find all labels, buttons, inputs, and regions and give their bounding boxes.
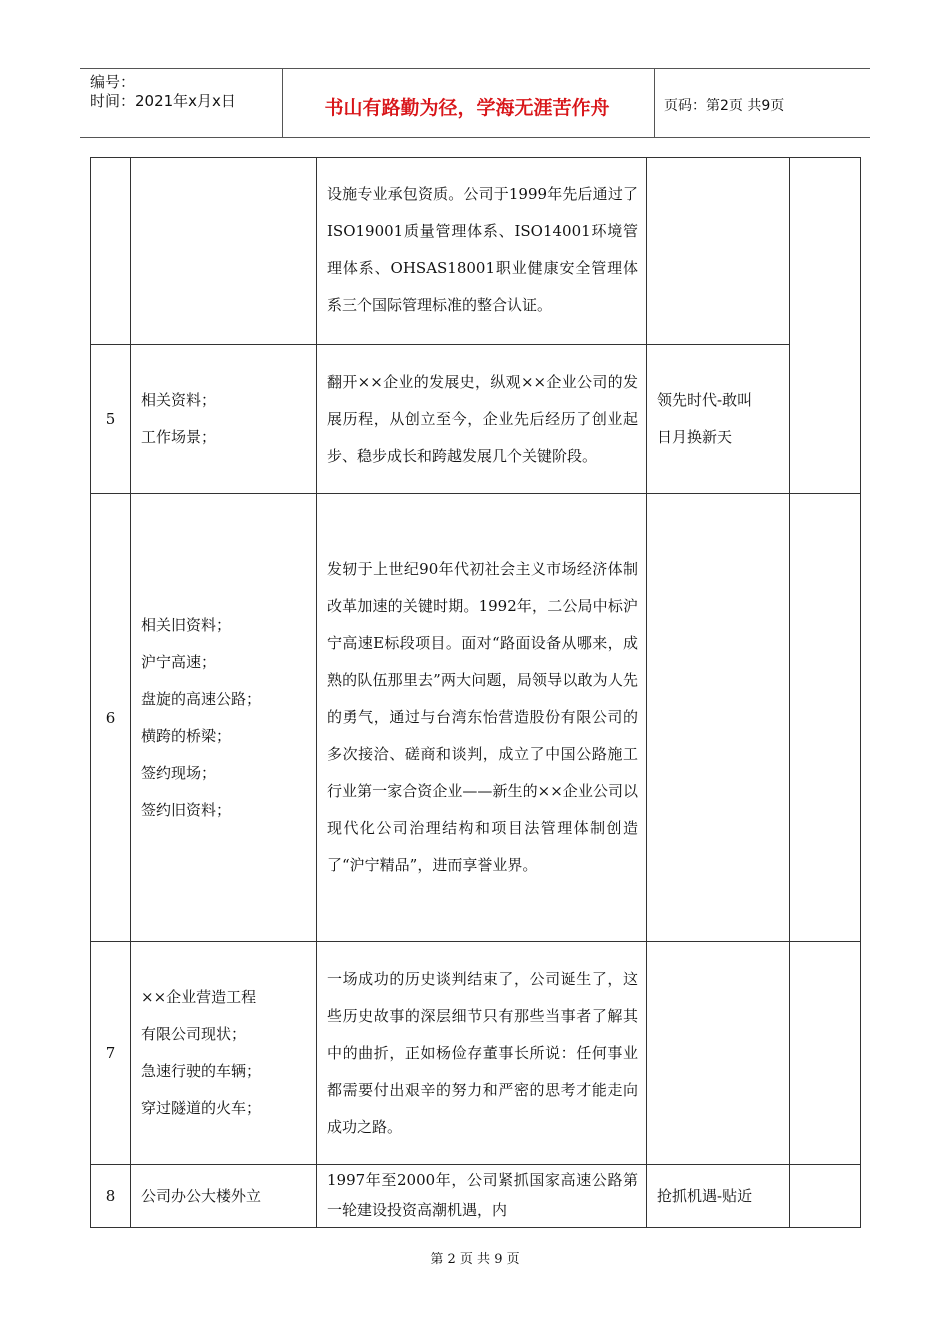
material-item: 盘旋的高速公路； (141, 689, 262, 708)
row-number (91, 158, 131, 345)
row-materials (131, 158, 317, 345)
row-materials (131, 494, 317, 942)
row-caption (647, 494, 790, 942)
row-narration (317, 1165, 647, 1228)
row-extra (790, 1165, 861, 1228)
material-item: 签约旧资料； (141, 800, 232, 819)
header-page-info: 页码：第2页 共9页 (664, 98, 785, 114)
narration-text: 翻开××企业的发展史，纵观××企业公司的发展历程，从创立至今，企业先后经历了创业起步、稳步成长和跨越发展几个关键阶段。 (327, 372, 638, 465)
material-item: 有限公司现状； (141, 1025, 247, 1043)
row-narration (317, 494, 647, 942)
row-caption (647, 345, 790, 494)
row-number: 5 (91, 345, 131, 494)
row-extra (790, 942, 861, 1165)
caption-line: 日月换新天 (657, 428, 733, 446)
row-materials (131, 942, 317, 1165)
table-row (91, 942, 861, 1165)
doc-number-label: 编号： (90, 73, 136, 91)
row-narration (317, 158, 647, 345)
material-item: 穿过隧道的火车； (141, 1099, 262, 1117)
material-item: 急速行驶的车辆； (141, 1062, 262, 1080)
table-row (91, 345, 861, 494)
doc-time-label: 时间：2021年x月x日 (90, 92, 236, 110)
caption-line: 领先时代-敢叫 (657, 391, 753, 409)
page-footer: 第 2 页 共 9 页 (430, 1252, 520, 1267)
material-item: 签约现场； (141, 763, 217, 782)
row-materials (131, 345, 317, 494)
material-item: ××企业营造工程 (141, 988, 257, 1006)
narration-text: 一场成功的历史谈判结束了，公司诞生了，这些历史故事的深层细节只有那些当事者了解其中的曲折，正如杨俭存董事长所说：任何事业都需要付出艰辛的努力和严密的思考才能走向成功之路。 (327, 969, 638, 1136)
row-extra (790, 494, 861, 942)
row-caption (647, 942, 790, 1165)
caption-line: 抢抓机遇-贴近 (657, 1187, 753, 1205)
row-narration (317, 345, 647, 494)
narration-text: 设施专业承包资质。公司于1999年先后通过了ISO19001质量管理体系、ISO14001环境管理体系、OHSAS18001职业健康安全管理体系三个国际管理标准的整合认证。 (327, 185, 638, 314)
table-row (91, 1165, 861, 1228)
material-item: 公司办公大楼外立 (141, 1187, 262, 1205)
row-caption (647, 1165, 790, 1228)
table-row (91, 158, 861, 345)
narration-text: 发轫于上世纪90年代初社会主义市场经济体制改革加速的关键时期。1992年，二公局中标沪宁高速E标段项目。面对“路面设备从哪来，成熟的队伍那里去”两大问题，局领导以敢为人先的勇气，通过与台湾东怡营造股份有限公司的多次接洽、磋商和谈判，成立了中国公路施工行业第一家合资企业——新生的××企业公司以现代化公司治理结构和项目法管理体制创造了“沪宁精品”，进而享誉业界。 (327, 560, 638, 874)
header-motto: 书山有路勤为径，学海无涯苦作舟 (324, 97, 610, 119)
script-table (90, 157, 861, 1228)
row-number: 6 (91, 494, 131, 942)
row-extra (790, 158, 861, 494)
row-narration (317, 942, 647, 1165)
row-materials (131, 1165, 317, 1228)
row-number-text: 8 (105, 1187, 116, 1205)
row-number (91, 1165, 131, 1228)
narration-text: 1997年至2000年，公司紧抓国家高速公路第一轮建设投资高潮机遇，内 (327, 1171, 638, 1219)
material-item: 工作场景； (141, 428, 217, 446)
page-header (80, 68, 870, 138)
row-number: 7 (91, 942, 131, 1165)
material-item: 相关资料； (141, 391, 217, 409)
material-item: 横跨的桥梁； (141, 726, 232, 745)
row-caption (647, 158, 790, 345)
header-meta (90, 73, 236, 111)
table-row (91, 494, 861, 942)
material-item: 沪宁高速； (141, 652, 217, 671)
header-divider (654, 69, 655, 137)
material-item: 相关旧资料； (141, 615, 232, 634)
